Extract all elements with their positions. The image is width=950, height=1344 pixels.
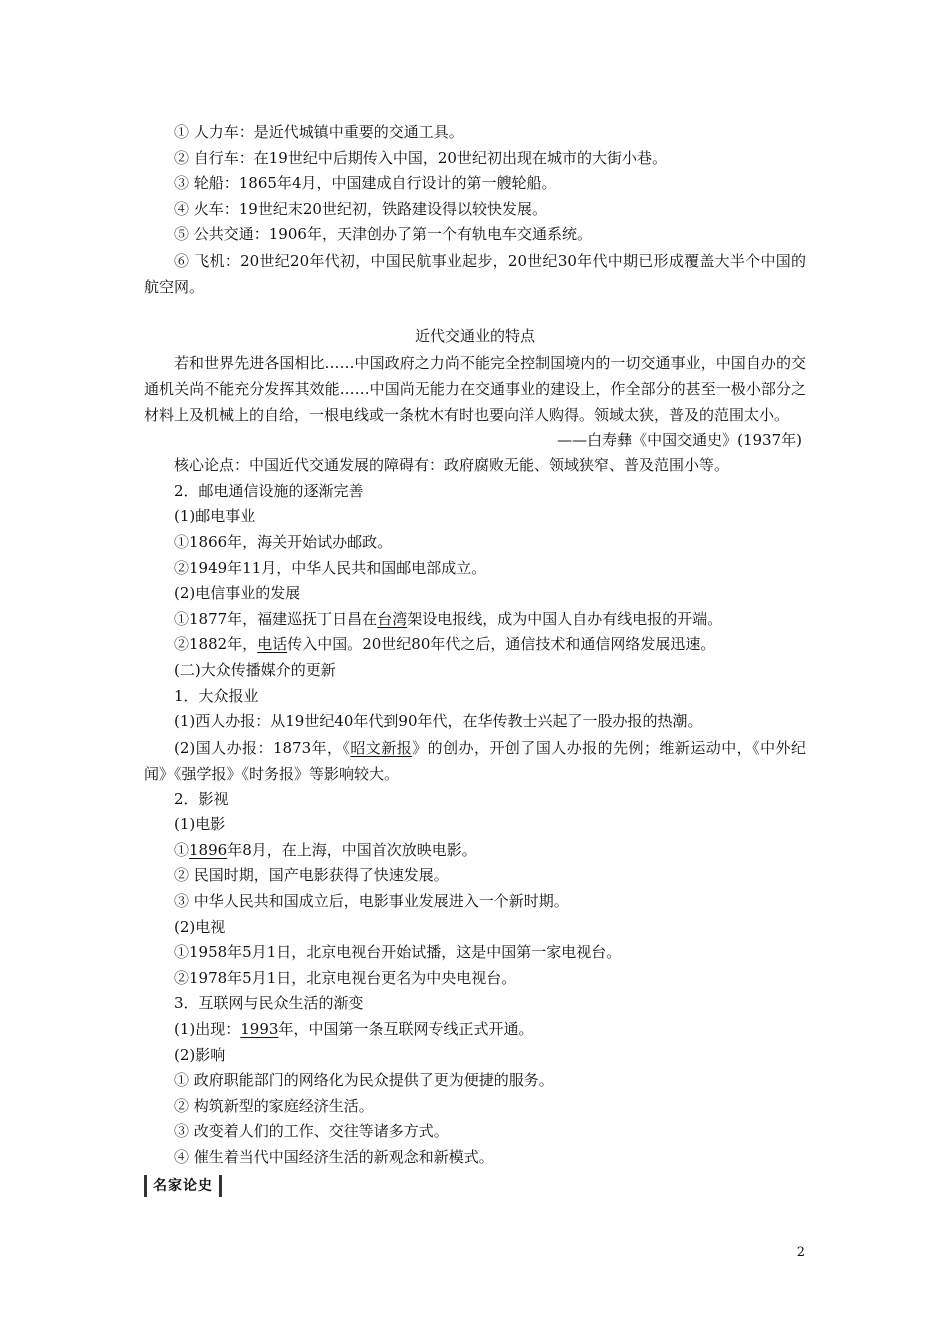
tv-subheading: (2)电视 bbox=[174, 917, 226, 936]
film-item: ①1896年8月，在上海，中国首次放映电影。 bbox=[174, 840, 477, 859]
film-item: ③ 中华人民共和国成立后，电影事业发展进入一个新时期。 bbox=[174, 892, 569, 911]
excerpt-source: ——白寿彝《中国交通史》(1937年) bbox=[557, 430, 802, 449]
news-item: (1)西人办报：从19世纪40年代到90年代，在华传教士兴起了一股办报的热潮。 bbox=[174, 712, 703, 731]
impact-item: ① 政府职能部门的网络化为民众提供了更为便捷的服务。 bbox=[174, 1071, 554, 1090]
telecom-item: ①1877年，福建巡抚丁日昌在台湾架设电报线，成为中国人自办有线电报的开端。 bbox=[174, 609, 723, 628]
news-heading: 1．大众报业 bbox=[174, 686, 259, 705]
impact-item: ② 构筑新型的家庭经济生活。 bbox=[174, 1096, 374, 1115]
tv-item: ①1958年5月1日，北京电视台开始试播，这是中国第一家电视台。 bbox=[174, 943, 622, 962]
post-item: ①1866年，海关开始试办邮政。 bbox=[174, 532, 393, 551]
underlined-term: 昭文新报 bbox=[350, 738, 413, 757]
media-heading: (二)大众传播媒介的更新 bbox=[174, 660, 336, 679]
internet-heading: 3．互联网与民众生活的渐变 bbox=[174, 994, 364, 1013]
excerpt-title: 近代交通业的特点 bbox=[414, 326, 535, 345]
tv-item: ②1978年5月1日，北京电视台更名为中央电视台。 bbox=[174, 968, 517, 987]
underlined-term: 电话 bbox=[257, 635, 288, 654]
impact-item: ③ 改变着人们的工作、交往等诸多方式。 bbox=[174, 1122, 449, 1141]
underlined-term: 台湾 bbox=[377, 609, 408, 628]
internet-appear: (1)出现：1993年，中国第一条互联网专线正式开通。 bbox=[174, 1020, 534, 1039]
transport-item: ② 自行车：在19世纪中后期传入中国，20世纪初出现在城市的大街小巷。 bbox=[174, 148, 667, 167]
section-tag: 名家论史 bbox=[144, 1175, 222, 1197]
post-subheading: (1)邮电事业 bbox=[174, 507, 256, 526]
transport-item: ⑥ 飞机：20世纪20年代初，中国民航事业起步，20世纪30年代中期已形成覆盖大半个中国的航空网。 bbox=[144, 251, 806, 296]
transport-item: ④ 火车：19世纪末20世纪初，铁路建设得以较快发展。 bbox=[174, 199, 547, 218]
transport-item: ③ 轮船：1865年4月，中国建成自行设计的第一艘轮船。 bbox=[174, 174, 557, 193]
post-item: ②1949年11月，中华人民共和国邮电部成立。 bbox=[174, 558, 487, 577]
excerpt-body: 若和世界先进各国相比……中国政府之力尚不能完全控制国境内的一切交通事业，中国自办的交通机关尚不能充分发挥其效能……中国尚无能力在交通事业的建设上，作全部分的甚至一极小部分之材料上及机械上的自给，一根电线或一条枕木有时也要向洋人购得。领域太狭，普及的范围太小。 bbox=[144, 353, 806, 424]
underlined-term: 1993 bbox=[240, 1020, 279, 1039]
section-tag-row bbox=[114, 1171, 806, 1197]
underlined-term: 1896 bbox=[189, 840, 228, 859]
internet-impact-heading: (2)影响 bbox=[174, 1045, 226, 1064]
telecom-subheading: (2)电信事业的发展 bbox=[174, 584, 301, 603]
page-number: 2 bbox=[796, 1245, 805, 1260]
core-point: 核心论点：中国近代交通发展的障碍有：政府腐败无能、领域狭窄、普及范围小等。 bbox=[174, 456, 730, 475]
film-tv-heading: 2．影视 bbox=[174, 789, 229, 808]
news-item: (2)国人办报：1873年，《昭文新报》的创办，开创了国人办报的先例；维新运动中，《中外纪闻》《强学报》《时务报》等影响较大。 bbox=[144, 738, 806, 783]
post-heading: 2．邮电通信设施的逐渐完善 bbox=[174, 481, 364, 500]
transport-item: ① 人力车：是近代城镇中重要的交通工具。 bbox=[174, 123, 464, 141]
transport-item: ⑤ 公共交通：1906年，天津创办了第一个有轨电车交通系统。 bbox=[174, 225, 592, 244]
impact-item: ④ 催生着当代中国经济生活的新观念和新模式。 bbox=[174, 1148, 494, 1166]
document-body bbox=[144, 120, 806, 1197]
telecom-item: ②1882年，电话传入中国。20世纪80年代之后，通信技术和通信网络发展迅速。 bbox=[174, 635, 716, 654]
film-subheading: (1)电影 bbox=[174, 815, 226, 834]
film-item: ② 民国时期，国产电影获得了快速发展。 bbox=[174, 866, 449, 885]
